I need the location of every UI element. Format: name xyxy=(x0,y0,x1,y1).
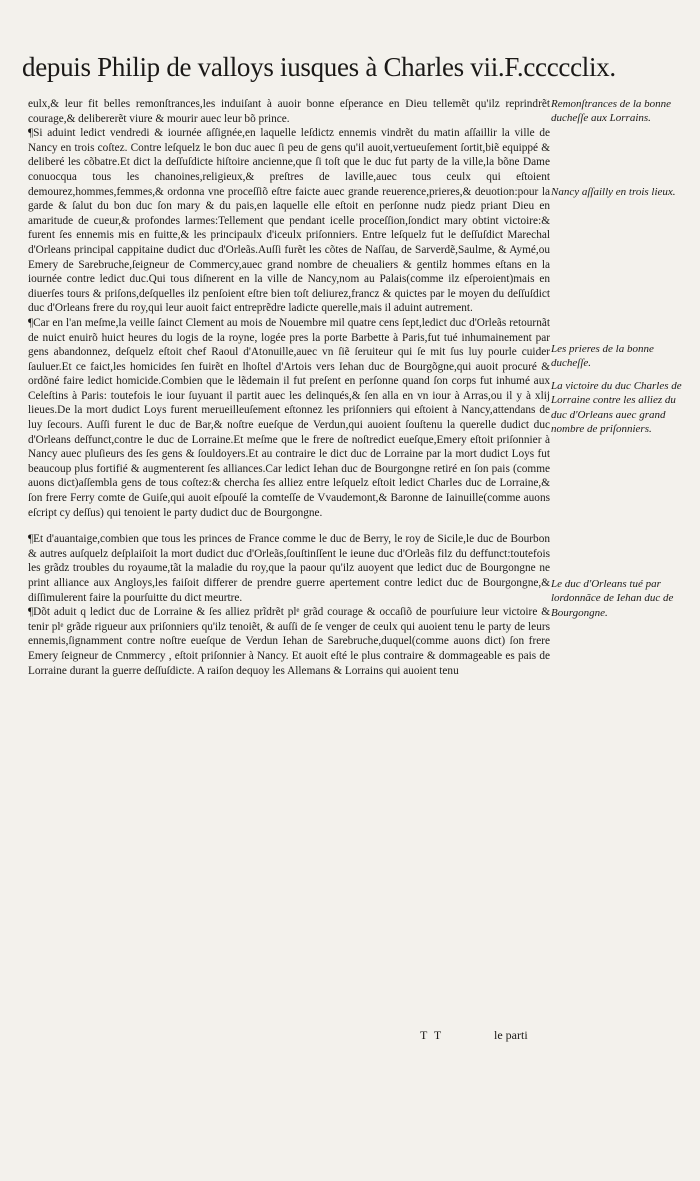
paragraph: ¶Car en l'an meſme,la veille ſainct Clement au mois de Nouembre mil quatre cens ſept,ledict duc d'Orleãs retournãt de nuict enuirõ huict heures du logis de la royne, logée pres la porte Barbette à Paris,fut tué inhumainement par gens abandonnez, deſquelz eſtoit chef Raoul d'Atonuille,auec vn ſiẽ ſeruiteur qui ſe mit ſus luy pourle cuider ſauluer.Et ce faict,les homicides ſen fuirẽt en lhoſtel d'Artois vers Iehan duc de Bourgõgne,qui auoit procuré & ordõné faire ledict homicide.Combien que le lẽdemain il fut preſent en perſonne quand ſon corps fut inhumé aux Celeſtins à Paris: toutefois le iour ſuyuant il partit auec les delinqués,& ſen alla en vn iour à Arras,ou il y à xlij lieues.De la mort dudict Loys furent merueilleuſement eſtonnez les priſonniers qui eſtoient à Nancy,attendans de luy ſecours. Auſſi furent le duc de Bar,& noſtre eueſque de Verdun,qui auoient ſouſtenu la querelle dudict duc d'Orleans deſfunct,contre le duc de Lorraine.Et meſme que le frere de noſtredict eueſque,Emery eſtoit priſonnier à Nancy auec pluſieurs des ſes gens & ſouldoyers.Et au contraire le dict duc de Lorraine par la mort dudict Loys fut beaucoup plus fortifié & augmenterent ſes alliances.Car ledict Iehan duc de Bourgongne retiré en ſon pais (comme auons dict)aſſembla gens de tous coſtez:& chercha ſes alliez entre leſquelz eſtoit ledict Charles duc de Lorraine,& ſon frere Ferry comte de Guiſe,qui auoit eſpouſé la comteſſe de Vvaudemont,& Baronne de Iainuille(comme auons eſcript cy deſſus) qui tenoient le party dudict duc de Bourgongne. xyxy=(28,316,550,519)
paragraph: ¶Et d'auantaige,combien que tous les princes de France comme le duc de Berry, le roy de Sicile,le duc de Bourbon & autres auſquelz deſplaiſoit la mort dudict duc d'Orleãs,ſouſtinſſent le ieune duc d'Orleãs filz du deffunct:toutefois les grãdz troubles du royaume,tãt la maladie du roy,que la paour qu'ilz auoyent que ledict duc de Bourgongne ne print alliance aux Angloys,les faiſoit differer de prendre guerre apertement contre ledict duc de Bourgongne,& diſſimulerent faire la pourſuitte du dict meurtre. xyxy=(28,533,550,604)
catchword: le parti xyxy=(494,1028,528,1042)
margin-note: Remonſtrances de la bonne ducheſſe aux Lorrains. xyxy=(551,98,672,125)
paragraph: ¶Si aduint ledict vendredi & iournée aſſignée,en laquelle leſdictz ennemis vindrẽt du matin aſſaillir la ville de Nancy en trois coſtez. Contre leſquelz le bon duc auec ſi peu de gens qu'il auoit,vertueuſement ſortit,biẽ equippé & deliberé les cõbatre.Et dict la deſſuſdicte hiſtoire ancienne,que ſi toſt que le duc fut party de la ville,la bõne Dame conuocqua tous les chanoines,religieux,& preſtres de laville,auec tous ceulx qui eſtoient demourez,hommes,femmes,& ordonna vne proceſſiõ eſtre faicte auec grande reuerence,prieres,& deuotion:pour la garde & ſalut du bon duc ſon mary & du pais,en laquelle elle eſtoit en perſonne nudz piedz priant Dieu en amaritude de cueur,& profondes larmes:Tellement que pendant icelle proceſſion,ſondict mary obtint victoire:& furent ſes ennemis mis en fuitte,& les principaulx d'iceulx priſonniers. Entre leſquelz fut le deſſuſdict Marechal d'Orleans principal cappitaine dudict duc d'Orleãs.Auſſi furẽt les cõtes de Naſſau, de Sarverdẽ,Saulme, & Aymé,ou Emery de Sarebruche,ſeigneur de Commercy,auec grand nombre de cheualiers & gentilz hommes eſtans en la iournée contre ledict duc.Qui tous diſnerent en la ville de Nancy,nom au Palais(comme ilz eſperoient)mais en diuerſes tours & priſons,deſquelles ilz penſoient eſtre bien toſt deliurez,francz & quictes par le moyen du deſſuſdict duc d'Orleans frere du roy,qui leur auoit faict entreprẽdre ladicte querelle,mais il aduint autrement. xyxy=(28,127,550,315)
running-title: depuis Philip de valloys iusques à Charles vii.F.ccccclix. xyxy=(22,52,616,82)
page-footer xyxy=(28,1028,550,1046)
paragraph: eulx,& leur fit belles remonſtrances,les induiſant à auoir bonne eſperance en Dieu tellemẽt qu'ilz reprindrẽt courage,& delibererẽt viure & mourir auec leur bõ prince. xyxy=(28,98,550,125)
margin-note: La victoire du duc Charles de Lorraine contre les alliez du duc d'Orleans auec grand nombre de priſonniers. xyxy=(551,380,682,436)
margin-note: Nancy aſſailly en trois lieux. xyxy=(551,186,676,198)
paragraph: ¶Dõt aduit q ledict duc de Lorraine & ſes alliez prĩdrẽt plᵉ grãd courage & occaſiõ de pourſuiure leur victoire & tenir plᵉ grãde rigueur aux priſonniers qu'ilz tenoiẽt, & auſſi de ſe venger de ceulx qui auoient tenu le party de leurs ennemis,ſignamment contre noſtre eueſque de Verdun Iehan de Sarebruche,duquel(comme auons dict) ſon frere Emery ſeigneur de Cnmmercy , eſtoit priſonnier à Nancy. Et auoit eſté le plus contraire & dommageable es pais de Lorraine durant la guerre deſſuſdicte. A raiſon dequoy les Allemans & Lorrains qui auoient tenu xyxy=(28,606,550,677)
signature-mark: T T xyxy=(420,1028,444,1042)
margin-note: Le duc d'Orleans tué par lordonnãce de Iehan duc de Bourgongne. xyxy=(551,578,674,619)
margin-note: Les prieres de la bonne ducheſſe. xyxy=(551,343,654,370)
body-text xyxy=(28,97,550,678)
